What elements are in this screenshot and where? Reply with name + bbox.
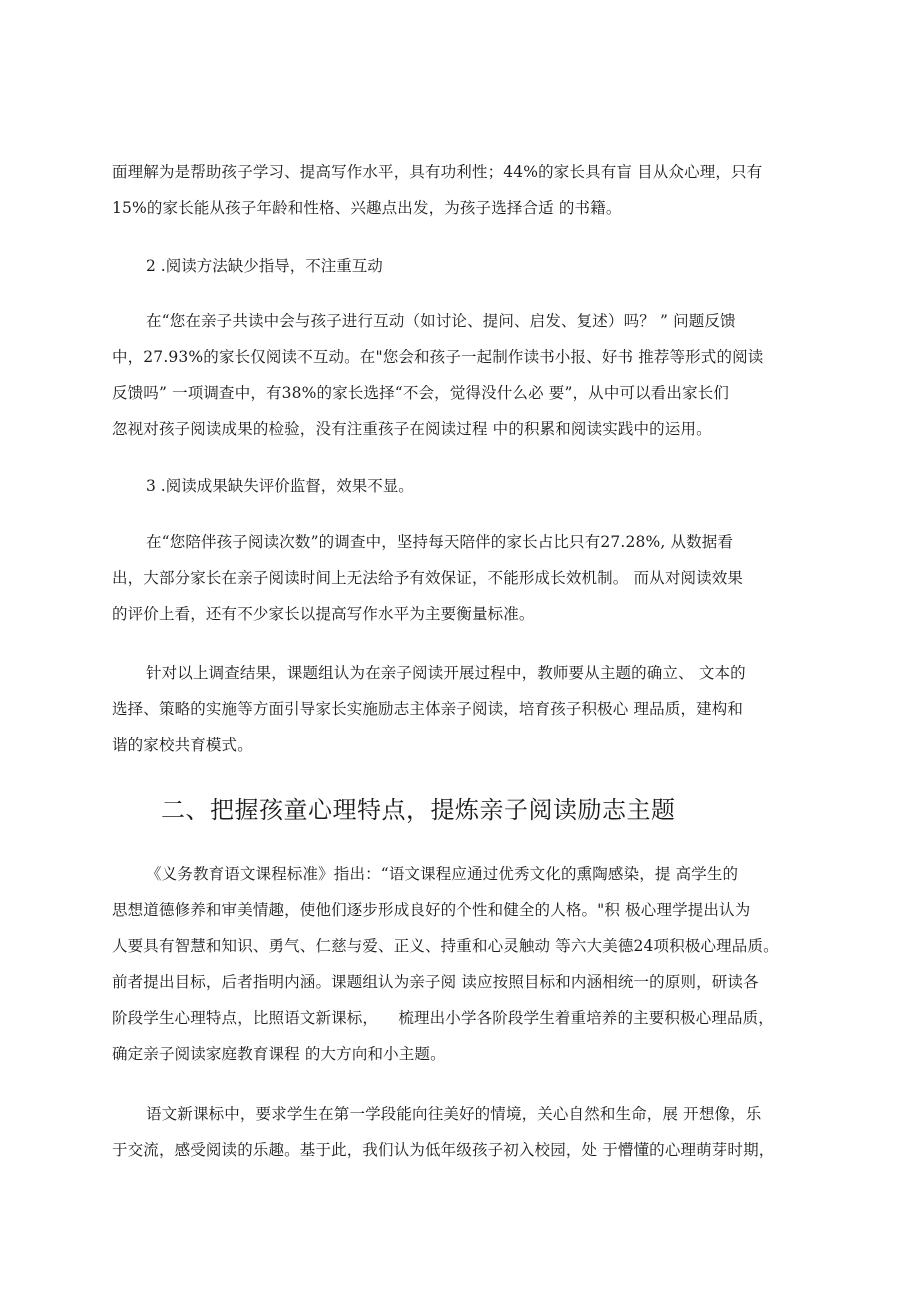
paragraph-first-stage-goals	[112, 1096, 827, 1168]
text-line: 人要具有智慧和知识、勇气、仁慈与爱、正义、持重和心灵触动 等六大美德24项积极心理品质。	[112, 937, 779, 955]
text-line: 反馈吗” 一项调查中，有38%的家长选择“不会，觉得没什么必 要”，从中可以看出家长们	[112, 384, 730, 402]
text-line: 的评价上看，还有不少家长以提高写作水平为主要衡量标准。	[112, 605, 535, 623]
text-line: 15%的家长能从孩子年龄和性格、兴趣点出发，为孩子选择合适 的书籍。	[112, 199, 622, 217]
text-line: 在“您陪伴孩子阅读次数”的调查中，坚持每天陪伴的家长占比只有27.28%, 从数据看	[146, 533, 734, 551]
text-line: 出，大部分家长在亲子阅读时间上无法给予有效保证，不能形成长效机制。 而从对阅读效果	[112, 569, 744, 587]
paragraph-reading-frequency	[112, 524, 827, 632]
text-line: 面理解为是帮助孩子学习、提高写作水平，具有功利性；44%的家长具有盲 目从众心理，只有	[112, 163, 763, 181]
text-line: 前者提出目标，后者指明内涵。课题组认为亲子阅 读应按照目标和内涵相统一的原则，研读各	[112, 973, 759, 991]
text-line: 于交流，感受阅读的乐趣。基于此，我们认为低年级孩子初入校园，处 于懵懂的心理萌芽时期，	[112, 1141, 775, 1159]
paragraph-interaction-survey	[112, 303, 827, 447]
text-line: 谐的家校共育模式。	[112, 736, 253, 754]
list-item-2-heading: 2 .阅读方法缺少指导，不注重互动	[146, 257, 383, 275]
text-line: 确定亲子阅读家庭教育课程 的大方向和小主题。	[112, 1045, 446, 1063]
paragraph-research-conclusion	[112, 655, 827, 763]
text-line: 语文新课标中，要求学生在第一学段能向往美好的情境，关心自然和生命，展 开想像，乐	[146, 1105, 762, 1123]
text-line: 选择、策略的实施等方面引导家长实施励志主体亲子阅读，培育孩子积极心 理品质，建构和	[112, 700, 744, 718]
text-line: 针对以上调查结果，课题组认为在亲子阅读开展过程中，教师要从主题的确立、 文本的	[146, 664, 746, 682]
text-line: 《义务教育语文课程标准》指出：“语文课程应通过优秀文化的熏陶感染，提 高学生的	[146, 865, 739, 883]
list-item-3-heading: 3 .阅读成果缺失评价监督，效果不显。	[146, 477, 414, 495]
section-heading: 二、把握孩童心理特点，提炼亲子阅读励志主题	[161, 796, 676, 824]
paragraph-curriculum-standards	[112, 856, 827, 1072]
text-line: 忽视对孩子阅读成果的检验，没有注重孩子在阅读过程 中的积累和阅读实践中的运用。	[112, 420, 712, 438]
text-line: 思想道德修养和审美情趣，使他们逐步形成良好的个性和健全的人格。"积 极心理学提出认为	[112, 901, 751, 919]
text-line: 中，27.93%的家长仅阅读不互动。在"您会和孩子一起制作读书小报、好书 推荐等形式的阅读	[112, 348, 764, 366]
text-line: 在“您在亲子共读中会与孩子进行互动（如讨论、提问、启发、复述）吗？ ” 问题反馈	[146, 312, 736, 330]
text-line: 阶段学生心理特点，比照语文新课标， 梳理出小学各阶段学生着重培养的主要积极心理品质，	[112, 1009, 774, 1027]
paragraph-parent-attitudes	[112, 154, 827, 226]
